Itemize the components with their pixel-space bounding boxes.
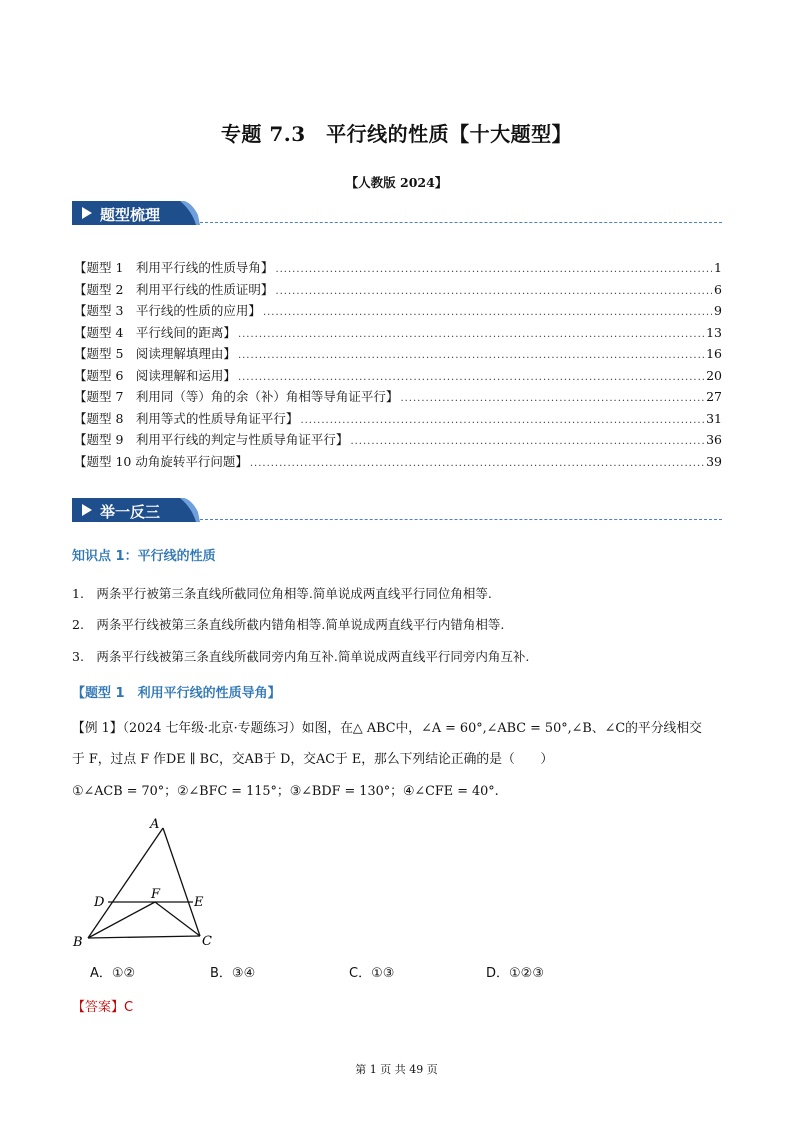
toc-page-number: 36 bbox=[706, 432, 722, 447]
toc-page-number: 1 bbox=[714, 260, 722, 275]
toc-entry[interactable]: 【题型 8 利用等式的性质导角证平行】 ..... 31 bbox=[74, 409, 722, 431]
table-of-contents bbox=[74, 258, 722, 473]
banner-label: 题型梳理 bbox=[100, 206, 161, 224]
segment-AC bbox=[163, 828, 200, 936]
toc-page-number: 31 bbox=[706, 410, 722, 426]
toc-entry[interactable]: 【题型 10 动角旋转平行问题】 ..... 39 bbox=[74, 452, 722, 474]
answer-label: 【答案】C bbox=[72, 1000, 134, 1015]
page-title: 专题 7.3 平行线的性质【十大题型】 bbox=[220, 122, 573, 146]
segment-AB bbox=[88, 828, 163, 938]
toc-page-number: 27 bbox=[706, 389, 722, 404]
toc-entry[interactable]: 【题型 7 利用同（等）角的余（补）角相等导角证平行】 ..... 27 bbox=[74, 387, 722, 409]
choice-d[interactable]: D．①②③ bbox=[486, 966, 544, 981]
toc-page-number: 20 bbox=[706, 367, 722, 383]
page-footer: 第 1 页 共 49 页 bbox=[355, 1063, 438, 1076]
toc-entry[interactable]: 【题型 9 利用平行线的判定与性质导角证平行】 ..... 36 bbox=[74, 430, 722, 452]
toc-entry[interactable]: 【题型 2 利用平行线的性质证明】 ..... 6 bbox=[74, 280, 722, 302]
toc-page-number: 6 bbox=[714, 281, 722, 297]
knowledge-item: 2. 两条平行线被第三条直线所截内错角相等.简单说成两直线平行内错角相等. bbox=[72, 617, 505, 632]
segment-BC bbox=[88, 936, 200, 938]
example-text-line2: 于 F，过点 F 作DE ∥ BC，交AB于 D，交AC于 E，那么下列结论正确的是（ ） bbox=[72, 752, 554, 767]
question-type-heading: 【题型 1 利用平行线的性质导角】 bbox=[72, 686, 281, 701]
triangle-figure bbox=[70, 812, 230, 954]
dashed-divider bbox=[200, 519, 722, 520]
choice-a[interactable]: A．①② bbox=[90, 966, 136, 981]
toc-entry[interactable]: 【题型 4 平行线间的距离】 ..... 13 bbox=[74, 323, 722, 345]
toc-entry[interactable]: 【题型 6 阅读理解和运用】 ..... 20 bbox=[74, 366, 722, 388]
knowledge-point-title: 知识点 1：平行线的性质 bbox=[72, 549, 216, 564]
toc-entry[interactable]: 【题型 1 利用平行线的性质导角】 ..... 1 bbox=[74, 258, 722, 280]
point-label-E: E bbox=[194, 895, 204, 910]
point-label-F: F bbox=[151, 887, 161, 902]
choice-c[interactable]: C．①③ bbox=[349, 966, 395, 981]
toc-page-number: 9 bbox=[714, 303, 722, 318]
point-label-B: B bbox=[73, 935, 83, 950]
section-banner-toc bbox=[72, 201, 722, 225]
toc-page-number: 39 bbox=[706, 453, 722, 469]
toc-entry[interactable]: 【题型 3 平行线的性质的应用】 ..... 9 bbox=[74, 301, 722, 323]
knowledge-item: 3. 两条平行线被第三条直线所截同旁内角互补.简单说成两直线平行同旁内角互补. bbox=[72, 649, 530, 664]
point-label-C: C bbox=[202, 934, 212, 949]
example-text-line1: 【例 1】（2024 七年级·北京·专题练习）如图，在△ ABC中，∠A = 60°,∠ABC = 50°,∠B、∠C的平分线相交 bbox=[72, 721, 702, 736]
section-banner-practice bbox=[72, 498, 722, 522]
example-statements: ①∠ACB = 70°；②∠BFC = 115°；③∠BDF = 130°；④∠CFE = 40°. bbox=[72, 784, 499, 799]
choice-b[interactable]: B．③④ bbox=[210, 966, 256, 981]
banner-label: 举一反三 bbox=[100, 503, 161, 521]
toc-entry[interactable]: 【题型 5 阅读理解填理由】 ..... 16 bbox=[74, 344, 722, 366]
toc-page-number: 16 bbox=[706, 346, 722, 361]
dashed-divider bbox=[200, 222, 722, 223]
knowledge-item: 1. 两条平行被第三条直线所截同位角相等.简单说成两直线平行同位角相等. bbox=[72, 586, 492, 601]
toc-page-number: 13 bbox=[706, 324, 722, 340]
point-label-D: D bbox=[94, 895, 105, 910]
edition-subtitle: 【人教版 2024】 bbox=[345, 175, 448, 190]
point-label-A: A bbox=[150, 817, 160, 832]
